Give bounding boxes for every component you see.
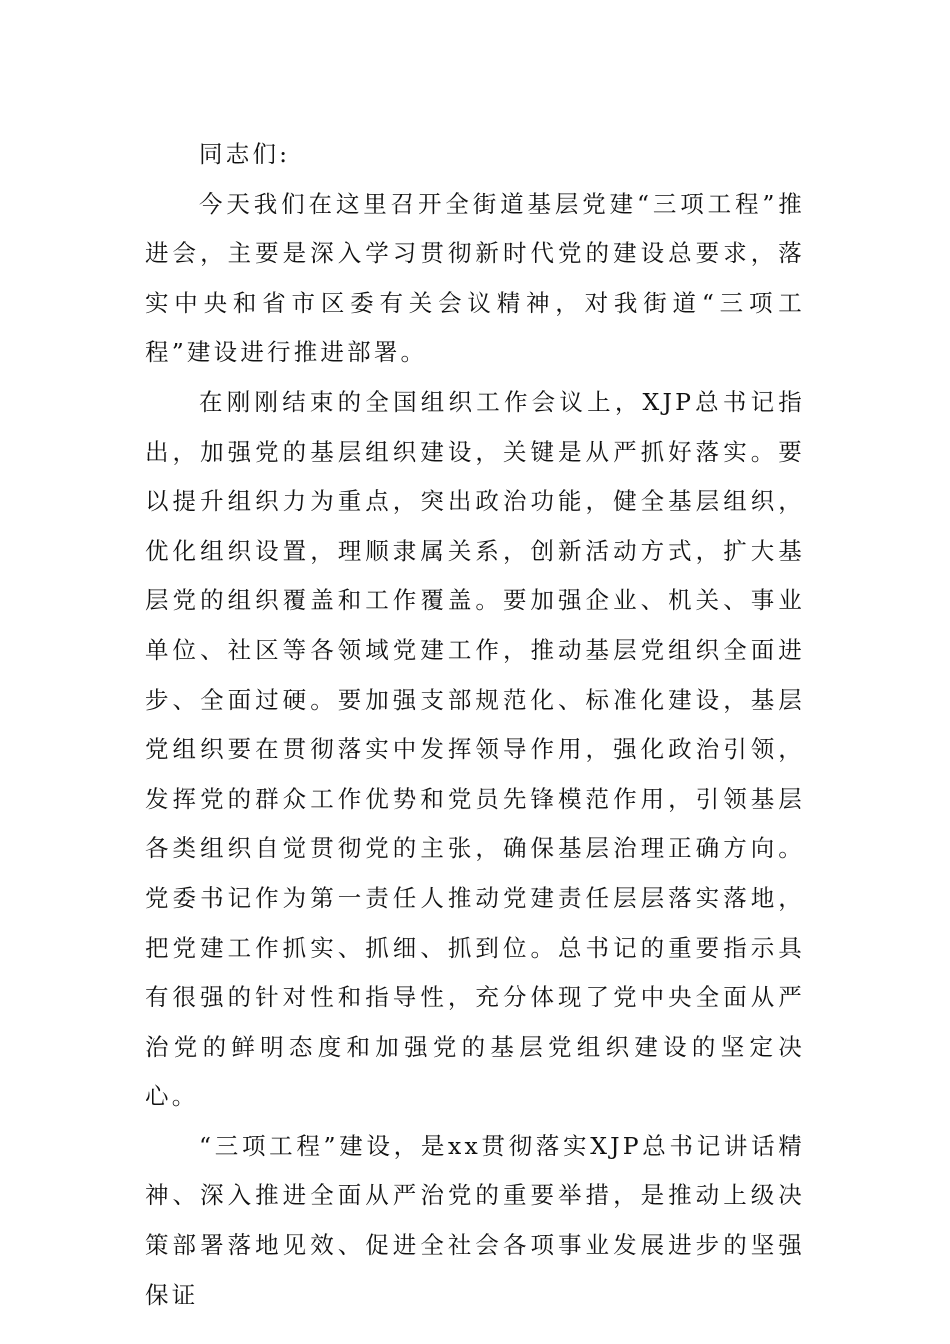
document-body — [145, 130, 805, 1320]
paragraph-three-projects: “三项工程”建设，是xx贯彻落实XJP总书记讲话精神、深入推进全面从严治党的重要举措，是推动上级决策部署落地见效、促进全社会各项事业发展进步的坚强保证 — [145, 1131, 805, 1309]
paragraph-conference-remarks: 在刚刚结束的全国组织工作会议上，XJP总书记指出，加强党的基层组织建设，关键是从严抓好落实。要以提升组织力为重点，突出政治功能，健全基层组织，优化组织设置，理顺隶属关系，创新活动方式，扩大基层党的组织覆盖和工作覆盖。要加强企业、机关、事业单位、社区等各领域党建工作，推动基层党组织全面进步、全面过硬。要加强支部规范化、标准化建设，基层党组织要在贯彻落实中发挥领导作用，强化政治引领，发挥党的群众工作优势和党员先锋模范作用，引领基层各类组织自觉贯彻党的主张，确保基层治理正确方向。党委书记作为第一责任人推动党建责任层层落实落地，把党建工作抓实、抓细、抓到位。总书记的重要指示具有很强的针对性和指导性，充分体现了党中央全面从严治党的鲜明态度和加强党的基层党组织建设的坚定决心。 — [145, 387, 805, 1111]
salutation: 同志们: — [199, 140, 291, 168]
paragraph-opening: 今天我们在这里召开全街道基层党建“三项工程”推进会，主要是深入学习贯彻新时代党的建设总要求，落实中央和省市区委有关会议精神，对我街道“三项工程”建设进行推进部署。 — [145, 189, 805, 367]
